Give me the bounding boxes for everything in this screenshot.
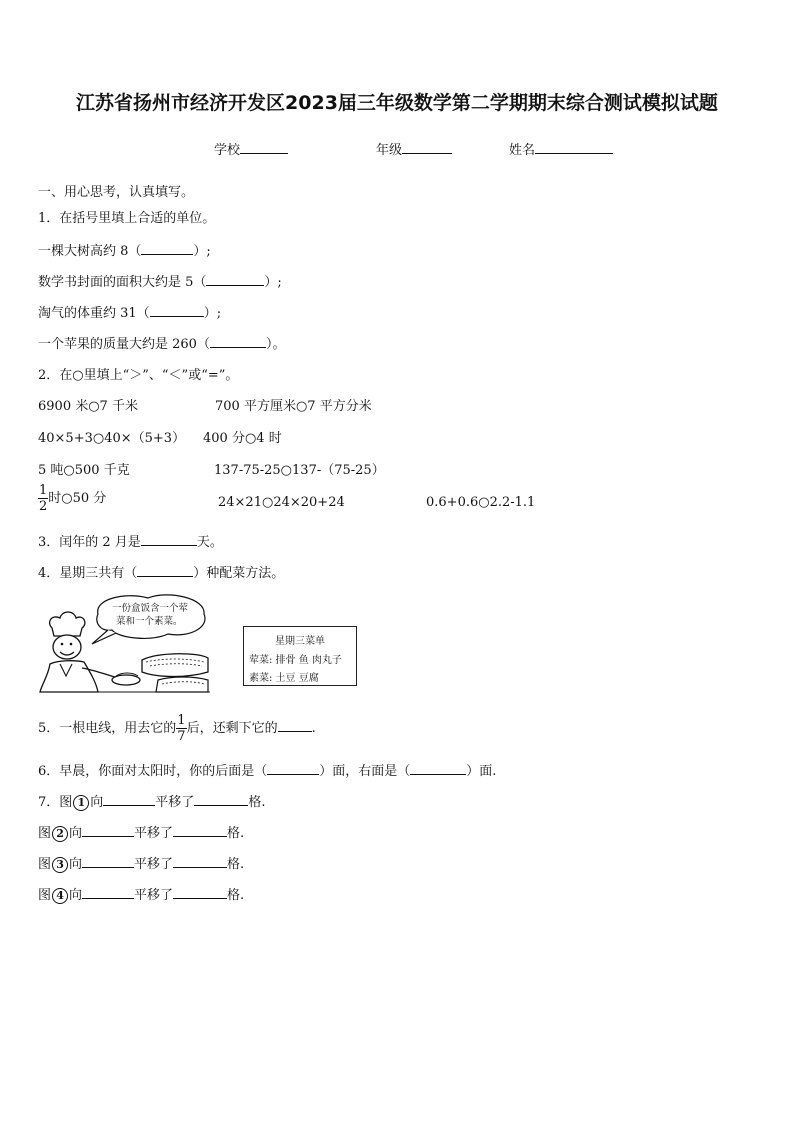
compare-item: 6900 米○7 千米 (38, 399, 138, 414)
answer-blank[interactable] (103, 791, 155, 806)
item-text: 图 (38, 857, 52, 872)
fraction-numerator: 1 (39, 483, 48, 498)
answer-blank[interactable] (410, 760, 466, 775)
answer-blank[interactable] (150, 302, 204, 317)
item-text: 向 (69, 826, 83, 841)
menu-title: 星期三菜单 (275, 636, 325, 647)
item-text: 数学书封面的面积大约是 5（ (38, 275, 207, 290)
item-text: ）种配菜方法。 (193, 566, 285, 581)
compare-item: 137-75-25○137-（75-25） (214, 463, 385, 478)
question-1-item (38, 271, 282, 290)
fraction-denominator: 2 (39, 499, 48, 514)
compare-item: 0.6+0.6○2.2-1.1 (426, 495, 536, 510)
answer-blank[interactable] (137, 562, 193, 577)
item-text: 3．闰年的 2 月是 (38, 535, 141, 550)
item-text: 向 (69, 888, 83, 903)
item-text: 7．图 (38, 795, 73, 810)
item-text: 向 (90, 795, 104, 810)
question-2-stem: 2．在○里填上“＞”、“＜”或“=”。 (38, 368, 239, 383)
circled-number-icon: 4 (52, 888, 68, 904)
menu-box (243, 626, 357, 686)
item-text: 向 (69, 857, 83, 872)
question-5 (38, 714, 316, 743)
answer-blank[interactable] (210, 333, 266, 348)
answer-blank[interactable] (82, 822, 134, 837)
question-1-item (38, 240, 211, 259)
compare-item: 400 分○4 时 (203, 431, 282, 446)
name-field[interactable] (509, 139, 613, 158)
fraction (38, 484, 48, 513)
item-text: 5．一根电线，用去它的 (38, 721, 177, 736)
compare-item (38, 484, 106, 513)
circled-number-icon: 1 (73, 795, 89, 811)
circled-number-icon: 2 (52, 826, 68, 842)
fraction-numerator: 1 (177, 713, 186, 728)
item-text: ）; (264, 275, 282, 290)
compare-item: 40×5+3○40×（5+3） (38, 431, 186, 446)
question-3 (38, 531, 223, 550)
menu-meat: 荤菜: 排骨 鱼 肉丸子 (249, 655, 342, 666)
answer-blank[interactable] (267, 760, 319, 775)
grade-label: 年级 (376, 143, 403, 158)
question-7-item (38, 791, 265, 811)
bubble-text-line2: 菜和一个素菜。 (116, 616, 183, 627)
answer-blank[interactable] (173, 822, 227, 837)
chef-illustration (38, 592, 210, 694)
item-text: ）; (203, 306, 222, 321)
fraction-denominator: 7 (177, 729, 186, 744)
name-blank[interactable] (535, 139, 613, 154)
item-text: ）面，右面是（ (319, 764, 411, 779)
item-text: 一棵大树高约 8（ (38, 244, 142, 259)
answer-blank[interactable] (194, 791, 248, 806)
item-text: 平移了 (134, 826, 174, 841)
item-text: ）; (193, 244, 211, 259)
page-title: 江苏省扬州市经济开发区2023届三年级数学第二学期期末综合测试模拟试题 (76, 92, 718, 114)
school-label: 学校 (214, 143, 241, 158)
compare-item: 700 平方厘米○7 平方分米 (215, 399, 372, 414)
question-1-item (38, 333, 285, 352)
item-text: 格. (248, 795, 266, 810)
item-text: 后，还剩下它的 (186, 721, 278, 736)
answer-blank[interactable] (141, 240, 193, 255)
item-text: 格. (227, 826, 245, 841)
item-text: 平移了 (134, 888, 174, 903)
item-text: . (311, 721, 316, 736)
fraction (176, 714, 186, 743)
answer-blank[interactable] (82, 853, 134, 868)
circled-number-icon: 3 (52, 857, 68, 873)
item-text: 一个苹果的质量大约是 260（ (38, 337, 210, 352)
section-heading: 一、用心思考，认真填写。 (38, 185, 195, 200)
name-label: 姓名 (509, 143, 536, 158)
item-text: 格. (227, 857, 245, 872)
compare-item: 24×21○24×20+24 (218, 495, 345, 510)
item-text: ）面. (466, 764, 497, 779)
question-1-item (38, 302, 221, 321)
item-text: 时○50 分 (48, 491, 107, 506)
answer-blank[interactable] (206, 271, 264, 286)
item-text: 图 (38, 888, 52, 903)
school-blank[interactable] (240, 139, 288, 154)
item-text: 4．星期三共有（ (38, 566, 138, 581)
item-text: ）。 (265, 337, 286, 352)
question-6 (38, 760, 496, 779)
school-field[interactable] (214, 139, 288, 158)
question-7-item (38, 884, 244, 904)
item-text: 平移了 (134, 857, 174, 872)
answer-blank[interactable] (82, 884, 134, 899)
grade-field[interactable] (376, 139, 452, 158)
question-7-item (38, 853, 244, 873)
answer-blank[interactable] (173, 853, 227, 868)
answer-blank[interactable] (141, 531, 197, 546)
item-text: 格. (227, 888, 245, 903)
menu-veg: 素菜: 土豆 豆腐 (249, 673, 319, 684)
question-7-item (38, 822, 244, 842)
item-text: 图 (38, 826, 52, 841)
item-text: 平移了 (155, 795, 195, 810)
grade-blank[interactable] (402, 139, 452, 154)
question-4 (38, 562, 284, 581)
compare-item: 5 吨○500 千克 (38, 463, 130, 478)
item-text: 6．早晨，你面对太阳时，你的后面是（ (38, 764, 268, 779)
question-1-stem: 1．在括号里填上合适的单位。 (38, 211, 216, 226)
item-text: 天。 (196, 535, 223, 550)
answer-blank[interactable] (278, 717, 312, 732)
item-text: 淘气的体重约 31（ (38, 306, 150, 321)
answer-blank[interactable] (173, 884, 227, 899)
bubble-text-line1: 一份盒饭含一个荤 (112, 603, 189, 614)
